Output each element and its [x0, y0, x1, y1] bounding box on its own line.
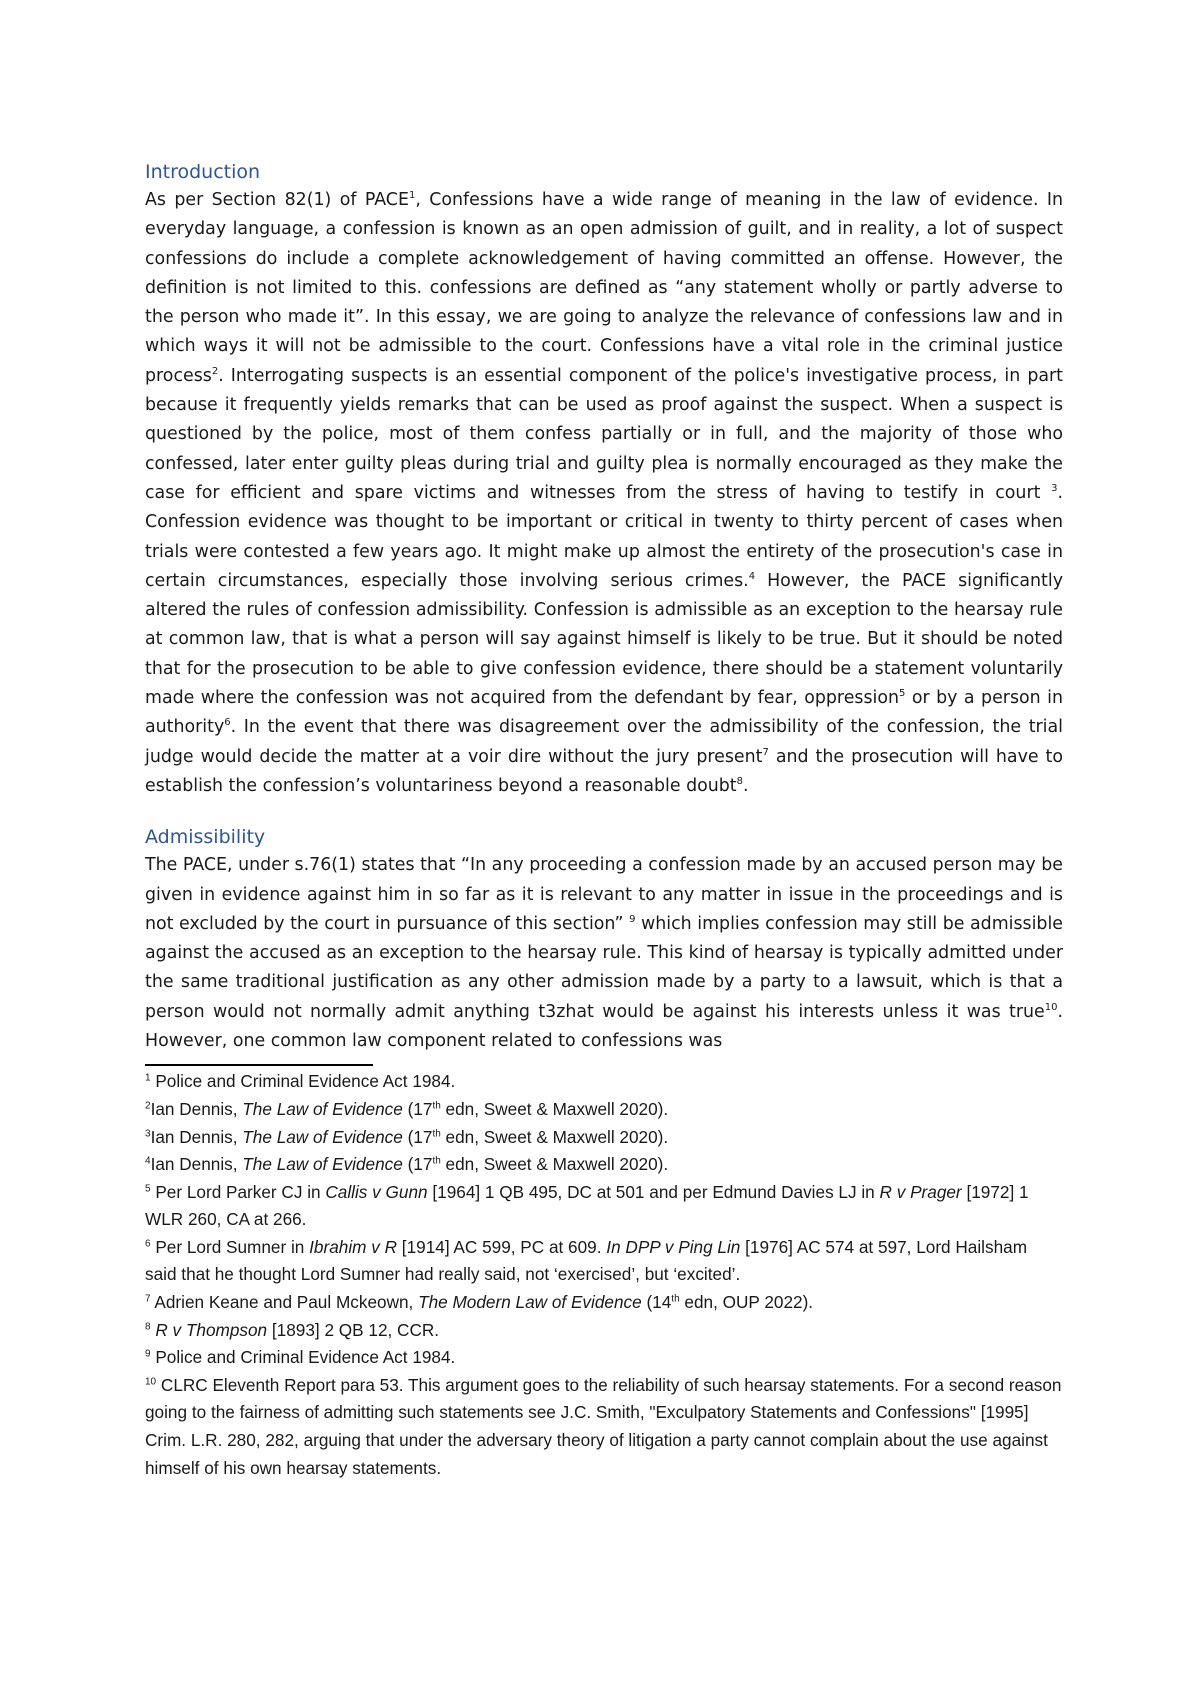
document-page: [145, 158, 1063, 1482]
intro-text-4: . Confession evidence was thought to be important or critical in twenty to thirty percent of cases when trials were contested a few years ago. It might make up almost the entirety of the prosecution's case in certain circumstances, especially those involving serious crimes.: [145, 482, 1063, 591]
ordinal-suffix: th: [432, 1100, 441, 1112]
introduction-heading: Introduction: [145, 161, 261, 183]
footnote-text: Police and Criminal Evidence Act 1984.: [150, 1347, 456, 1368]
footnote-9: [145, 1344, 1063, 1372]
footnote-text: Ian Dennis,: [150, 1126, 243, 1147]
intro-text-3: . Interrogating suspects is an essential component of the police's investigative process, in part because it frequently yields remarks that can be used as proof against the suspect. When a suspect is questioned by the police, most of them confess partially or in full, and the majority of those who confessed, later enter guilty pleas during trial and guilty plea is normally encouraged as they make the case for efficient and spare victims and witnesses from the stress of having to testify in court: [145, 365, 1063, 503]
footnote-text: edn, Sweet & Maxwell 2020).: [440, 1098, 669, 1119]
footnote-number: 2: [145, 1100, 151, 1112]
footnote-text: [1964] 1 QB 495, DC at 501 and per Edmund Davies LJ in: [427, 1181, 880, 1202]
footnote-text: CLRC Eleventh Report para 53. This argument goes to the reliability of such hearsay statements. For a second reason going to the fairness of admitting such statements see J.C. Smith, "Exculpatory Statements and Confessions" [1995] Crim. L.R. 280, 282, arguing that under the adversary theory of litigation a party cannot complain about the use against himself of his own hearsay statements.: [145, 1374, 1062, 1478]
footnote-text: [1972] 1 WLR 260, CA at 266.: [145, 1181, 1029, 1230]
footnote-text: (17: [402, 1154, 433, 1175]
footnote-text: Per Lord Sumner in: [150, 1236, 310, 1257]
adm-text-1: The PACE, under s.76(1) states that “In any proceeding a confession made by an accused person may be given in evidence against him in so far as it is relevant to any matter in issue in the proceedings and is not excluded by the court in pursuance of this section”: [145, 855, 1063, 934]
footnote-text: (17: [402, 1098, 433, 1119]
introduction-paragraph: [145, 186, 1063, 801]
footnote-ref-8[interactable]: 8: [736, 776, 744, 788]
footnote-text: Per Lord Parker CJ in: [150, 1181, 326, 1202]
book-title: The Modern Law of Evidence: [418, 1292, 642, 1313]
footnote-ref-4[interactable]: 4: [748, 571, 756, 583]
intro-text-5: However, the PACE significantly altered the rules of confession admissibility. Confession is admissible as an exception to the hearsay rule at common law, that is what a person will say against himself is likely to be true. But it should be noted that for the prosecution to be able to give confession evidence, there should be a statement voluntarily made where the confession was not acquired from the defendant by fear, oppression: [145, 570, 1063, 709]
intro-text-7: . In the event that there was disagreement over the admissibility of the confession, the trial judge would decide the matter at a voir dire without the jury present: [145, 717, 1063, 767]
footnote-3: [145, 1124, 1063, 1152]
footnote-text: (14: [641, 1292, 672, 1313]
footnote-text: edn, Sweet & Maxwell 2020).: [440, 1126, 669, 1147]
footnote-8: [145, 1317, 1063, 1345]
footnote-number: 5: [145, 1182, 151, 1194]
footnote-text: Ian Dennis,: [150, 1098, 243, 1119]
book-title: The Law of Evidence: [242, 1126, 403, 1147]
footnote-5: [145, 1179, 1063, 1234]
footnote-text: edn, OUP 2022).: [679, 1292, 814, 1313]
book-title: The Law of Evidence: [242, 1154, 403, 1175]
intro-text-9: .: [743, 775, 749, 796]
footnote-7: [145, 1289, 1063, 1317]
footnote-number: 1: [145, 1072, 151, 1084]
footnote-number: 10: [145, 1376, 157, 1388]
footnote-ref-1[interactable]: 1: [408, 190, 416, 202]
adm-text-3: . However, one common law component related to confessions was: [145, 1001, 1063, 1052]
admissibility-paragraph: [145, 851, 1063, 1056]
footnote-text: [1914] AC 599, PC at 609.: [397, 1236, 607, 1257]
case-name: R v Prager: [879, 1181, 962, 1202]
footnote-ref-2[interactable]: 2: [211, 365, 219, 377]
footnote-number: 8: [145, 1320, 151, 1332]
footnote-ref-6[interactable]: 6: [224, 717, 231, 729]
adm-text-2: which implies confession may still be admissible against the accused as an exception to the hearsay rule. This kind of hearsay is typically admitted under the same traditional justification as any other admission made by a party to a lawsuit, which is that a person would not normally admit anything t3zhat would be against his interests unless it was true: [145, 913, 1064, 1022]
footnotes: [145, 1068, 1063, 1482]
footnote-1: [145, 1068, 1063, 1096]
ordinal-suffix: th: [432, 1127, 441, 1139]
footnote-4: [145, 1151, 1063, 1179]
case-name: Callis v Gunn: [325, 1181, 428, 1202]
footnote-ref-10[interactable]: 10: [1044, 1001, 1058, 1013]
footnote-2: [145, 1096, 1063, 1124]
footnote-text: Police and Criminal Evidence Act 1984.: [150, 1071, 456, 1092]
case-name: In DPP v Ping Lin: [606, 1236, 741, 1257]
admissibility-heading: Admissibility: [145, 826, 266, 849]
intro-text-1: As per Section 82(1) of PACE: [145, 190, 409, 210]
footnote-number: 4: [145, 1155, 151, 1167]
footnote-text: Ian Dennis,: [150, 1154, 243, 1175]
footnote-ref-9[interactable]: 9: [629, 914, 636, 926]
footnote-number: 7: [145, 1293, 151, 1305]
footnote-text: (17: [402, 1126, 433, 1147]
intro-text-2: , Confessions have a wide range of meaning in the law of evidence. In everyday language, a confession is known as an open admission of guilt, and in reality, a lot of suspect confessions do include a complete acknowledgement of having committed an offense. However, the definition is not limited to this. confessions are defined as “any statement wholly or partly adverse to the person who made it”. In this essay, we are going to analyze the relevance of confessions law and in which ways it will not be admissible to the court. Confessions have a vital role in the criminal justice process: [145, 190, 1064, 386]
footnote-separator: [145, 1064, 373, 1066]
book-title: The Law of Evidence: [242, 1098, 403, 1119]
footnote-number: 9: [145, 1348, 151, 1360]
footnote-text: Adrien Keane and Paul Mckeown,: [150, 1292, 419, 1313]
case-name: R v Thompson: [155, 1319, 268, 1340]
footnote-text: [1976] AC 574 at 597, Lord Hailsham said that he thought Lord Sumner had really said, not ‘exercised’, but ‘excited’.: [145, 1236, 1028, 1285]
ordinal-suffix: th: [432, 1155, 441, 1167]
footnote-6: [145, 1234, 1063, 1289]
footnote-ref-3[interactable]: 3: [1051, 483, 1058, 495]
case-name: Ibrahim v R: [309, 1236, 398, 1257]
footnote-number: 3: [145, 1127, 151, 1139]
footnote-10: [145, 1372, 1063, 1482]
intro-text-8: and the prosecution will have to establish the confession’s voluntariness beyond a reasonable doubt: [145, 746, 1064, 796]
footnote-ref-5[interactable]: 5: [899, 688, 906, 700]
footnote-text: edn, Sweet & Maxwell 2020).: [440, 1154, 669, 1175]
footnote-ref-7[interactable]: 7: [762, 746, 769, 758]
section-spacer: [145, 801, 1063, 823]
ordinal-suffix: th: [671, 1293, 680, 1305]
footnote-number: 6: [145, 1238, 151, 1250]
footnote-text: [1893] 2 QB 12, CCR.: [267, 1319, 440, 1340]
intro-text-6: or by a person in authority: [145, 688, 1063, 738]
